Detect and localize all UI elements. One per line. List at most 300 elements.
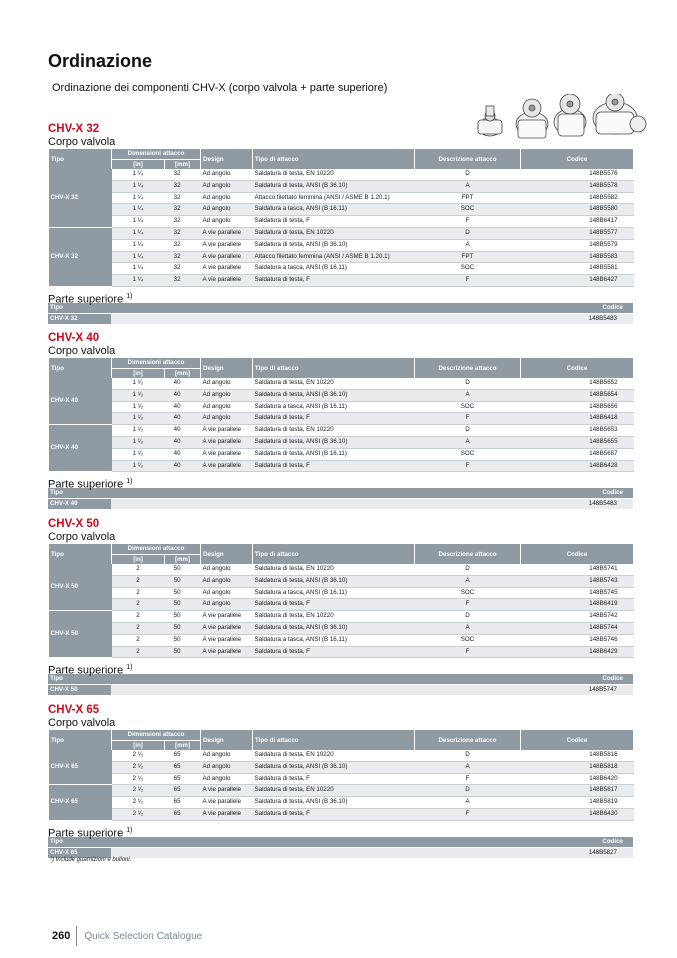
tipo-attacco: Saldatura di testa, EN 10220 bbox=[253, 785, 415, 797]
codice: 148B6430 bbox=[521, 808, 634, 820]
size-mm: 40 bbox=[165, 425, 201, 437]
col-tipo-attacco: Tipo di attacco bbox=[253, 149, 415, 169]
size-mm: 40 bbox=[165, 389, 201, 401]
top-part-title-text: Parte superiore bbox=[48, 827, 124, 840]
descrizione: SOC bbox=[415, 634, 521, 646]
col-mm: [mm] bbox=[165, 159, 201, 169]
codice: 148B5654 bbox=[521, 389, 634, 401]
col-in: [in] bbox=[112, 159, 165, 169]
descrizione: F bbox=[415, 216, 521, 228]
top-part-table bbox=[48, 674, 633, 695]
tipo-cell: CHV-X 50 bbox=[49, 564, 112, 611]
ps-tipo: CHV-X 65 bbox=[48, 847, 111, 858]
col-mm: [mm] bbox=[165, 740, 201, 750]
table-row bbox=[49, 425, 634, 437]
ps-col-codice: Codice bbox=[520, 303, 633, 314]
body-title: Corpo valvola bbox=[48, 531, 116, 543]
col-design: Design bbox=[201, 358, 253, 378]
design: Ad angolo bbox=[201, 413, 253, 425]
size-in: 1 ¹⁄₄ bbox=[112, 180, 165, 192]
codice: 148B5741 bbox=[521, 564, 634, 575]
top-part-title bbox=[48, 823, 633, 840]
codice: 148B5819 bbox=[521, 797, 634, 809]
section-title: CHV-X 50 bbox=[48, 518, 100, 530]
col-tipo: Tipo bbox=[49, 149, 112, 169]
size-mm: 50 bbox=[165, 611, 201, 623]
codice: 148B5652 bbox=[521, 378, 634, 389]
ps-col-tipo: Tipo bbox=[48, 488, 111, 499]
body-table bbox=[48, 730, 634, 821]
size-in: 2 ¹⁄₂ bbox=[112, 761, 165, 773]
design: Ad angolo bbox=[201, 169, 253, 180]
table-row bbox=[49, 401, 634, 413]
col-design: Design bbox=[201, 149, 253, 169]
table-row bbox=[49, 797, 634, 809]
size-in: 1 ¹⁄₂ bbox=[112, 460, 165, 472]
size-mm: 65 bbox=[165, 785, 201, 797]
size-mm: 32 bbox=[165, 227, 201, 239]
tipo-attacco: Saldatura di testa, ANSI (B 36.10) bbox=[253, 180, 415, 192]
size-mm: 40 bbox=[165, 460, 201, 472]
size-mm: 65 bbox=[165, 750, 201, 761]
table-row bbox=[49, 634, 634, 646]
descrizione: SOC bbox=[415, 448, 521, 460]
descrizione: F bbox=[415, 773, 521, 785]
tipo-attacco: Saldatura di testa, EN 10220 bbox=[253, 750, 415, 761]
tipo-attacco: Saldatura di testa, ANSI (B 36.10) bbox=[253, 239, 415, 251]
ps-col-tipo: Tipo bbox=[48, 674, 111, 685]
codice: 148B5743 bbox=[521, 575, 634, 587]
page-subtitle: Ordinazione dei componenti CHV-X (corpo valvola + parte superiore) bbox=[52, 82, 388, 94]
size-in: 1 ¹⁄₂ bbox=[112, 401, 165, 413]
descrizione: A bbox=[415, 389, 521, 401]
size-in: 1 ¹⁄₄ bbox=[112, 239, 165, 251]
top-part-title-text: Parte superiore bbox=[48, 665, 124, 678]
codice: 148B5745 bbox=[521, 587, 634, 599]
table-row bbox=[49, 389, 634, 401]
size-in: 1 ¹⁄₄ bbox=[112, 169, 165, 180]
size-mm: 65 bbox=[165, 797, 201, 809]
table-row bbox=[49, 251, 634, 263]
page-title: Ordinazione bbox=[48, 51, 153, 71]
table-row bbox=[49, 413, 634, 425]
tipo-attacco: Attacco filettato femmina (ANSI / ASME B 1.20.1) bbox=[253, 251, 415, 263]
size-in: 1 ¹⁄₄ bbox=[112, 227, 165, 239]
tipo-attacco: Saldatura di testa, F bbox=[253, 808, 415, 820]
design: A vie parallele bbox=[201, 263, 253, 275]
table-row bbox=[49, 448, 634, 460]
size-mm: 32 bbox=[165, 239, 201, 251]
descrizione: SOC bbox=[415, 263, 521, 275]
descrizione: D bbox=[415, 785, 521, 797]
size-mm: 32 bbox=[165, 275, 201, 287]
table-row bbox=[49, 785, 634, 797]
col-codice: Codice bbox=[521, 544, 634, 564]
table-row bbox=[49, 263, 634, 275]
tipo-attacco: Saldatura a tasca, ANSI (B 16.11) bbox=[253, 634, 415, 646]
col-tipo-attacco: Tipo di attacco bbox=[253, 358, 415, 378]
descrizione: A bbox=[415, 622, 521, 634]
design: A vie parallele bbox=[201, 634, 253, 646]
size-in: 1 ¹⁄₄ bbox=[112, 275, 165, 287]
codice: 148B6419 bbox=[521, 599, 634, 611]
col-tipo: Tipo bbox=[49, 358, 112, 378]
size-in: 2 ¹⁄₂ bbox=[112, 773, 165, 785]
top-part-note: 1) bbox=[126, 292, 133, 300]
design: Ad angolo bbox=[201, 599, 253, 611]
ps-blank-cell bbox=[111, 847, 520, 858]
tipo-cell: CHV-X 50 bbox=[49, 611, 112, 658]
codice: 148B5816 bbox=[521, 750, 634, 761]
ps-col-codice: Codice bbox=[520, 674, 633, 685]
size-in: 2 ¹⁄₂ bbox=[112, 797, 165, 809]
footer-divider bbox=[76, 926, 77, 946]
codice: 148B5746 bbox=[521, 634, 634, 646]
tipo-attacco: Saldatura di testa, F bbox=[253, 646, 415, 658]
ps-blank bbox=[111, 674, 520, 685]
size-mm: 32 bbox=[165, 263, 201, 275]
descrizione: FPT bbox=[415, 192, 521, 204]
design: Ad angolo bbox=[201, 401, 253, 413]
design: Ad angolo bbox=[201, 587, 253, 599]
page-number: 260 bbox=[52, 930, 71, 942]
descrizione: D bbox=[415, 169, 521, 180]
codice: 148B5582 bbox=[521, 192, 634, 204]
tipo-cell: CHV-X 32 bbox=[49, 169, 112, 227]
col-dimensioni: Dimensioni attacco bbox=[112, 730, 201, 740]
section-1 bbox=[48, 331, 633, 509]
table-row bbox=[49, 180, 634, 192]
size-in: 1 ¹⁄₂ bbox=[112, 436, 165, 448]
table-row bbox=[49, 460, 634, 472]
section-title: CHV-X 32 bbox=[48, 123, 100, 135]
codice: 148B5655 bbox=[521, 436, 634, 448]
descrizione: FPT bbox=[415, 251, 521, 263]
table-row bbox=[49, 750, 634, 761]
tipo-attacco: Saldatura di testa, EN 10220 bbox=[253, 425, 415, 437]
tipo-cell: CHV-X 65 bbox=[49, 785, 112, 820]
descrizione: A bbox=[415, 761, 521, 773]
col-in: [in] bbox=[112, 554, 165, 564]
size-in: 1 ¹⁄₄ bbox=[112, 251, 165, 263]
descrizione: F bbox=[415, 275, 521, 287]
table-row bbox=[49, 646, 634, 658]
size-in: 2 ¹⁄₂ bbox=[112, 785, 165, 797]
descrizione: A bbox=[415, 797, 521, 809]
descrizione: A bbox=[415, 575, 521, 587]
ps-col-codice: Codice bbox=[520, 488, 633, 499]
size-in: 2 ¹⁄₂ bbox=[112, 808, 165, 820]
size-mm: 65 bbox=[165, 808, 201, 820]
size-in: 1 ¹⁄₂ bbox=[112, 448, 165, 460]
col-mm: [mm] bbox=[165, 554, 201, 564]
descrizione: SOC bbox=[415, 401, 521, 413]
table-row bbox=[49, 378, 634, 389]
size-mm: 50 bbox=[165, 575, 201, 587]
top-part-title bbox=[48, 660, 633, 678]
ps-tipo: CHV-X 32 bbox=[48, 313, 111, 324]
design: A vie parallele bbox=[201, 436, 253, 448]
descrizione: F bbox=[415, 808, 521, 820]
tipo-attacco: Saldatura di testa, ANSI (B 36.10) bbox=[253, 436, 415, 448]
size-in: 2 bbox=[112, 611, 165, 623]
table-row bbox=[49, 808, 634, 820]
descrizione: F bbox=[415, 599, 521, 611]
size-in: 2 bbox=[112, 599, 165, 611]
design: A vie parallele bbox=[201, 460, 253, 472]
tipo-attacco: Saldatura di testa, F bbox=[253, 773, 415, 785]
tipo-attacco: Saldatura a tasca, ANSI (B 16.11) bbox=[253, 401, 415, 413]
section-title: CHV-X 65 bbox=[48, 704, 100, 716]
top-part-table bbox=[48, 303, 633, 324]
codice: 148B5656 bbox=[521, 401, 634, 413]
ps-codice: 148B5483 bbox=[520, 499, 633, 510]
table-row bbox=[49, 575, 634, 587]
ps-blank bbox=[111, 488, 520, 499]
footer bbox=[52, 925, 202, 947]
table-row bbox=[49, 192, 634, 204]
tipo-attacco: Saldatura di testa, F bbox=[253, 216, 415, 228]
descrizione: SOC bbox=[415, 587, 521, 599]
design: Ad angolo bbox=[201, 216, 253, 228]
col-dimensioni: Dimensioni attacco bbox=[112, 544, 201, 554]
top-part-title-text: Parte superiore bbox=[48, 293, 124, 306]
size-mm: 50 bbox=[165, 634, 201, 646]
top-part-title bbox=[48, 474, 633, 492]
top-part-title-text: Parte superiore bbox=[48, 479, 124, 492]
col-tipo-attacco: Tipo di attacco bbox=[253, 544, 415, 564]
design: Ad angolo bbox=[201, 575, 253, 587]
codice: 148B6428 bbox=[521, 460, 634, 472]
size-mm: 50 bbox=[165, 622, 201, 634]
codice: 148B6429 bbox=[521, 646, 634, 658]
col-descrizione: Descrizione attacco bbox=[415, 730, 521, 750]
body-title: Corpo valvola bbox=[48, 136, 116, 148]
table-row bbox=[49, 275, 634, 287]
tipo-attacco: Saldatura di testa, EN 10220 bbox=[253, 378, 415, 389]
body-title: Corpo valvola bbox=[48, 345, 116, 357]
codice: 148B6427 bbox=[521, 275, 634, 287]
table-row bbox=[49, 587, 634, 599]
col-dimensioni: Dimensioni attacco bbox=[112, 149, 201, 159]
size-in: 2 bbox=[112, 575, 165, 587]
col-descrizione: Descrizione attacco bbox=[415, 149, 521, 169]
size-mm: 40 bbox=[165, 448, 201, 460]
body-table bbox=[48, 358, 634, 472]
size-in: 1 ¹⁄₄ bbox=[112, 216, 165, 228]
ps-tipo: CHV-X 50 bbox=[48, 685, 111, 696]
section-2 bbox=[48, 517, 633, 695]
descrizione: F bbox=[415, 413, 521, 425]
descrizione: SOC bbox=[415, 204, 521, 216]
design: A vie parallele bbox=[201, 425, 253, 437]
size-mm: 32 bbox=[165, 216, 201, 228]
codice: 148B5742 bbox=[521, 611, 634, 623]
tipo-attacco: Saldatura di testa, ANSI (B 16.11) bbox=[253, 448, 415, 460]
col-descrizione: Descrizione attacco bbox=[415, 544, 521, 564]
table-row bbox=[49, 436, 634, 448]
codice: 148B6420 bbox=[521, 773, 634, 785]
tipo-attacco: Saldatura di testa, EN 10220 bbox=[253, 169, 415, 180]
design: Ad angolo bbox=[201, 204, 253, 216]
tipo-attacco: Saldatura di testa, F bbox=[253, 275, 415, 287]
tipo-attacco: Saldatura a tasca, ANSI (B 16.11) bbox=[253, 587, 415, 599]
design: Ad angolo bbox=[201, 761, 253, 773]
tipo-attacco: Saldatura di testa, EN 10220 bbox=[253, 564, 415, 575]
section-title: CHV-X 40 bbox=[48, 332, 100, 344]
col-in: [in] bbox=[112, 368, 165, 378]
col-descrizione: Descrizione attacco bbox=[415, 358, 521, 378]
ps-col-tipo: Tipo bbox=[48, 303, 111, 314]
col-in: [in] bbox=[112, 740, 165, 750]
col-codice: Codice bbox=[521, 149, 634, 169]
codice: 148B6418 bbox=[521, 413, 634, 425]
size-in: 1 ¹⁄₄ bbox=[112, 192, 165, 204]
tipo-attacco: Saldatura di testa, EN 10220 bbox=[253, 611, 415, 623]
descrizione: D bbox=[415, 227, 521, 239]
descrizione: D bbox=[415, 750, 521, 761]
ps-codice: 148B5827 bbox=[520, 847, 633, 858]
ps-blank-cell bbox=[111, 499, 520, 510]
size-mm: 50 bbox=[165, 646, 201, 658]
size-mm: 32 bbox=[165, 180, 201, 192]
descrizione: D bbox=[415, 564, 521, 575]
design: A vie parallele bbox=[201, 448, 253, 460]
size-mm: 50 bbox=[165, 564, 201, 575]
descrizione: A bbox=[415, 239, 521, 251]
tipo-attacco: Saldatura di testa, ANSI (B 36.10) bbox=[253, 622, 415, 634]
codice: 148B5578 bbox=[521, 180, 634, 192]
codice: 148B5581 bbox=[521, 263, 634, 275]
tipo-attacco: Saldatura di testa, ANSI (B 36.10) bbox=[253, 575, 415, 587]
col-dimensioni: Dimensioni attacco bbox=[112, 358, 201, 368]
size-in: 1 ¹⁄₄ bbox=[112, 204, 165, 216]
size-in: 2 bbox=[112, 634, 165, 646]
descrizione: A bbox=[415, 436, 521, 448]
codice: 148B5818 bbox=[521, 761, 634, 773]
top-part-note: 1) bbox=[126, 478, 133, 486]
design: Ad angolo bbox=[201, 378, 253, 389]
size-in: 1 ¹⁄₂ bbox=[112, 425, 165, 437]
tipo-attacco: Saldatura di testa, EN 10220 bbox=[253, 227, 415, 239]
col-tipo-attacco: Tipo di attacco bbox=[253, 730, 415, 750]
ps-col-codice: Codice bbox=[520, 837, 633, 848]
design: A vie parallele bbox=[201, 646, 253, 658]
table-row bbox=[49, 622, 634, 634]
tipo-attacco: Attacco filettato femmina (ANSI / ASME B 1.20.1) bbox=[253, 192, 415, 204]
size-in: 1 ¹⁄₂ bbox=[112, 389, 165, 401]
design: Ad angolo bbox=[201, 750, 253, 761]
design: Ad angolo bbox=[201, 192, 253, 204]
tipo-attacco: Saldatura a tasca, ANSI (B 16.11) bbox=[253, 204, 415, 216]
ps-blank-cell bbox=[111, 313, 520, 324]
size-mm: 65 bbox=[165, 761, 201, 773]
design: A vie parallele bbox=[201, 785, 253, 797]
tipo-attacco: Saldatura di testa, ANSI (B 36.10) bbox=[253, 797, 415, 809]
codice: 148B5653 bbox=[521, 425, 634, 437]
ps-tipo: CHV-X 40 bbox=[48, 499, 111, 510]
size-mm: 32 bbox=[165, 169, 201, 180]
col-design: Design bbox=[201, 544, 253, 564]
tipo-attacco: Saldatura a tasca, ANSI (B 16.11) bbox=[253, 263, 415, 275]
size-mm: 50 bbox=[165, 599, 201, 611]
size-mm: 65 bbox=[165, 773, 201, 785]
top-part-title bbox=[48, 289, 633, 306]
top-part-note: 1) bbox=[126, 664, 133, 672]
size-in: 2 bbox=[112, 587, 165, 599]
design: A vie parallele bbox=[201, 797, 253, 809]
table-row bbox=[49, 564, 634, 575]
design: Ad angolo bbox=[201, 180, 253, 192]
size-mm: 32 bbox=[165, 192, 201, 204]
descrizione: F bbox=[415, 646, 521, 658]
design: A vie parallele bbox=[201, 808, 253, 820]
table-row bbox=[49, 204, 634, 216]
table-row bbox=[49, 216, 634, 228]
tipo-cell: CHV-X 40 bbox=[49, 425, 112, 472]
table-row bbox=[49, 227, 634, 239]
design: Ad angolo bbox=[201, 773, 253, 785]
size-in: 2 bbox=[112, 622, 165, 634]
tipo-attacco: Saldatura di testa, F bbox=[253, 460, 415, 472]
design: A vie parallele bbox=[201, 251, 253, 263]
ps-codice: 148B5483 bbox=[520, 313, 633, 324]
design: A vie parallele bbox=[201, 622, 253, 634]
codice: 148B5744 bbox=[521, 622, 634, 634]
tipo-attacco: Saldatura di testa, F bbox=[253, 413, 415, 425]
tipo-attacco: Saldatura di testa, F bbox=[253, 599, 415, 611]
size-mm: 40 bbox=[165, 378, 201, 389]
tipo-cell: CHV-X 32 bbox=[49, 227, 112, 286]
body-table bbox=[48, 544, 634, 658]
descrizione: D bbox=[415, 611, 521, 623]
descrizione: D bbox=[415, 378, 521, 389]
codice: 148B5657 bbox=[521, 448, 634, 460]
table-row bbox=[49, 611, 634, 623]
codice: 148B5577 bbox=[521, 227, 634, 239]
codice: 148B6417 bbox=[521, 216, 634, 228]
design: Ad angolo bbox=[201, 564, 253, 575]
top-part-table bbox=[48, 488, 633, 509]
size-mm: 40 bbox=[165, 401, 201, 413]
codice: 148B5576 bbox=[521, 169, 634, 180]
size-in: 2 ¹⁄₂ bbox=[112, 750, 165, 761]
size-in: 1 ¹⁄₂ bbox=[112, 378, 165, 389]
size-mm: 40 bbox=[165, 436, 201, 448]
tipo-cell: CHV-X 65 bbox=[49, 750, 112, 785]
size-in: 2 bbox=[112, 564, 165, 575]
design: A vie parallele bbox=[201, 227, 253, 239]
ps-col-tipo: Tipo bbox=[48, 837, 111, 848]
design: Ad angolo bbox=[201, 389, 253, 401]
size-in: 1 ¹⁄₄ bbox=[112, 263, 165, 275]
table-row bbox=[49, 599, 634, 611]
ps-blank bbox=[111, 303, 520, 314]
size-mm: 40 bbox=[165, 413, 201, 425]
body-table bbox=[48, 149, 634, 287]
col-codice: Codice bbox=[521, 730, 634, 750]
design: A vie parallele bbox=[201, 239, 253, 251]
size-in: 2 bbox=[112, 646, 165, 658]
col-tipo: Tipo bbox=[49, 730, 112, 750]
section-0 bbox=[48, 122, 633, 324]
design: A vie parallele bbox=[201, 275, 253, 287]
table-row bbox=[49, 773, 634, 785]
section-3 bbox=[48, 703, 633, 858]
table-row bbox=[49, 169, 634, 180]
table-row bbox=[49, 761, 634, 773]
footnote: ¹) Include guarnizioni e bulloni. bbox=[50, 857, 132, 863]
